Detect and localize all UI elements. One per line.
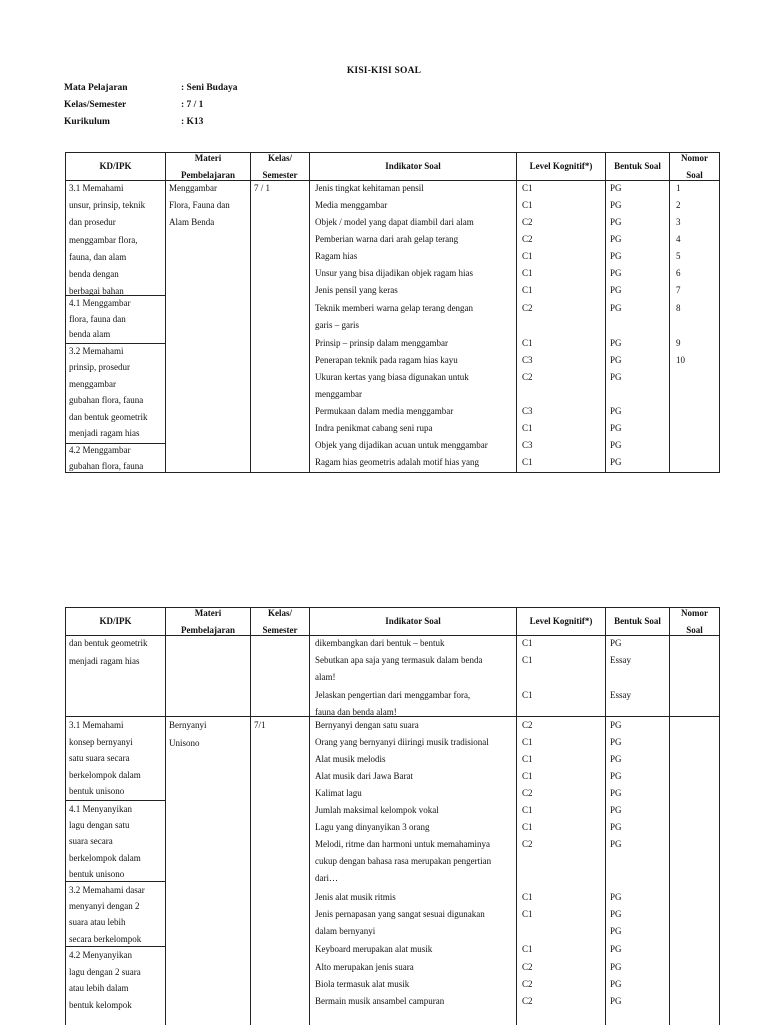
meta-value: : K13 [181,117,204,127]
table-row [66,369,719,403]
table-row [66,403,719,420]
kisi-table-2 [65,607,720,1025]
level-cell: C1 [522,423,533,433]
document-title: KISI-KISI SOAL [346,66,422,76]
bentuk-cell: PG [610,737,622,747]
table-row [66,751,719,768]
bentuk-cell: PG [610,217,622,227]
indikator-cell: Lagu yang dinyanyikan 3 orang [315,822,430,832]
indikator-cell: Orang yang bernyanyi diiringi musik tradisional [315,737,489,747]
meta-value: : Seni Budaya [181,83,238,93]
indikator-cell: Pemberian warna dari arah gelap terang [315,234,459,244]
table-row [66,352,719,369]
level-cell: C1 [522,690,533,700]
level-cell: C1 [522,805,533,815]
table-row [66,231,719,248]
kd-cell: 4.1 Menyanyikan lagu dengan satu suara secara berkelompok dalam bentuk unisono [69,804,141,879]
level-cell: C2 [522,979,533,989]
level-cell: C1 [522,285,533,295]
level-cell: C1 [522,771,533,781]
level-cell: C1 [522,183,533,193]
indikator-cell: Objek yang dijadikan acuan untuk menggambar [315,440,488,450]
bentuk-cell: PG [610,183,622,193]
level-cell: C1 [522,457,533,467]
nomor-cell: 1 [676,183,681,193]
nomor-cell: 6 [676,268,681,278]
kelas-cell: 7/1 [254,720,266,730]
indikator-cell: Alat musik melodis [315,754,386,764]
header-nomor: Nomor Soal [681,152,708,180]
table-row [66,265,719,282]
indikator-cell: Ragam hias geometris adalah motif hias yang [315,457,479,467]
table-row [66,214,719,231]
bentuk-cell: PG [610,355,622,365]
bentuk-cell: PG [610,788,622,798]
indikator-cell: Alat musik dari Jawa Barat [315,771,413,781]
indikator-cell: Objek / model yang dapat diambil dari alam [315,217,474,227]
table-header [66,608,719,636]
bentuk-cell: PG [610,423,622,433]
kd-cell: 3.2 Memahami prinsip, prosedur menggambar gubahan flora, fauna dan bentuk geometrik menjadi ragam hias [69,346,148,439]
indikator-cell: Keyboard merupakan alat musik [315,944,433,954]
bentuk-cell: PG [610,638,622,648]
table-row [66,976,719,993]
header-indikator: Indikator Soal [310,153,517,180]
indikator-cell: Penerapan teknik pada ragam hias kayu [315,355,458,365]
table-row [66,802,719,819]
level-cell: C1 [522,909,533,919]
kelas-cell: 7 / 1 [254,183,271,193]
level-cell: C2 [522,372,533,382]
table-header [66,153,719,181]
level-cell: C1 [522,737,533,747]
nomor-cell: 7 [676,285,681,295]
table-row [66,299,719,333]
materi-cell: Menggambar Flora, Fauna dan Alam Benda [169,183,230,228]
meta-label: Kelas/Semester [64,100,127,110]
table-row [66,420,719,437]
table-row [66,889,719,906]
indikator-cell: Permukaan dalam media menggambar [315,406,454,416]
bentuk-cell: PG [610,805,622,815]
header-level: Level Kognitif*) [517,153,606,180]
indikator-cell: Melodi, ritme dan harmoni untuk memahaminya cukup dengan bahasa rasa merupakan pengertian dari… [315,839,492,884]
bentuk-cell: PG [610,720,622,730]
table-row [66,335,719,352]
level-cell: C1 [522,822,533,832]
level-cell: C3 [522,406,533,416]
bentuk-cell: PG [610,962,622,972]
level-cell: C2 [522,217,533,227]
table-row [66,993,719,1010]
nomor-cell: 8 [676,303,681,313]
level-cell: C2 [522,234,533,244]
nomor-cell: 3 [676,217,681,227]
indikator-cell: Ragam hias [315,251,358,261]
bentuk-cell: PG [610,457,622,467]
kd-cell: 3.2 Memahami dasar menyanyi dengan 2 suara atau lebih secara berkelompok [69,885,145,944]
bentuk-cell: PG [610,944,622,954]
kd-cell: 4.2 Menyanyikan lagu dengan 2 suara atau lebih dalam bentuk kelompok [69,950,141,1010]
bentuk-cell: PG [610,268,622,278]
meta-value: : 7 / 1 [181,100,204,110]
bentuk-cell: PG [610,771,622,781]
bentuk-cell: PG [610,440,622,450]
nomor-cell: 4 [676,234,681,244]
table-row [66,454,719,471]
indikator-cell: Jenis pensil yang keras [315,285,398,295]
table-row [66,959,719,976]
indikator-cell: Bernyanyi dengan satu suara [315,720,419,730]
bentuk-cell: PG [610,979,622,989]
level-cell: C1 [522,638,533,648]
level-cell: C2 [522,839,533,849]
bentuk-cell: PG [610,200,622,210]
kd-cell: dan bentuk geometrik menjadi ragam hias [69,638,148,666]
table-row [66,717,719,734]
table-row [66,687,719,721]
table-row [66,836,719,889]
bentuk-cell: Essay [610,690,631,700]
meta-label: Kurikulum [64,117,110,127]
bentuk-cell: PG [610,234,622,244]
level-cell: C2 [522,962,533,972]
level-cell: C1 [522,944,533,954]
level-cell: C1 [522,655,533,665]
bentuk-cell: PG [610,839,622,849]
kd-cell: 4.2 Menggambar gubahan flora, fauna [69,445,144,471]
kisi-table-1 [65,152,720,473]
table-row [66,819,719,836]
indikator-cell: Teknik memberi warna gelap terang dengan garis – garis [315,303,474,331]
table-row [66,437,719,454]
table-row [66,785,719,802]
header-materi: Materi Pembelajaran [166,153,251,180]
table-row [66,941,719,958]
level-cell: C1 [522,200,533,210]
bentuk-cell: PG [610,251,622,261]
indikator-cell: Prinsip – prinsip dalam menggambar [315,338,448,348]
header-kd: KD/IPK [66,153,166,180]
level-cell: C1 [522,754,533,764]
level-cell: C1 [522,338,533,348]
table-row [66,248,719,265]
header-bentuk: Bentuk Soal [606,608,670,635]
indikator-cell: Ukuran kertas yang biasa digunakan untuk menggambar [315,372,469,400]
header-kelas: Kelas/ Semester [251,153,310,180]
level-cell: C2 [522,303,533,313]
level-cell: C3 [522,355,533,365]
bentuk-cell: PG [610,285,622,295]
nomor-cell: 2 [676,200,681,210]
header-bentuk: Bentuk Soal [606,153,670,180]
table-row [66,282,719,299]
level-cell: C1 [522,268,533,278]
level-cell: C1 [522,892,533,902]
level-cell: C2 [522,788,533,798]
indikator-cell: Alto merupakan jenis suara [315,962,414,972]
table-row [66,197,719,214]
nomor-cell: 10 [676,355,685,365]
indikator-cell: Kalimat lagu [315,788,362,798]
level-cell: C2 [522,996,533,1006]
level-cell: C2 [522,720,533,730]
indikator-cell: Jenis pernapasan yang sangat sesuai digunakan dalam bernyanyi [315,909,485,937]
bentuk-cell: PG [610,754,622,764]
bentuk-cell: PG [610,303,622,313]
bentuk-cell: PG [610,406,622,416]
header-kelas: Kelas/ Semester [251,608,310,635]
indikator-cell: Jumlah maksimal kelompok vokal [315,805,439,815]
level-cell: C3 [522,440,533,450]
table-row [66,652,719,686]
bentuk-cell: PG [610,892,622,902]
indikator-cell: Media menggambar [315,200,388,210]
indikator-cell: Indra penikmat cabang seni rupa [315,423,433,433]
table-row [66,635,719,652]
indikator-cell: Biola termasuk alat musik [315,979,410,989]
bentuk-cell: Essay [610,655,631,665]
indikator-cell: Unsur yang bisa dijadikan objek ragam hias [315,268,473,278]
materi-cell: Bernyanyi Unisono [169,720,207,748]
kd-cell: 3.1 Memahami unsur, prinsip, teknik dan prosedur menggambar flora, fauna, dan alam benda dengan berbagai bahan [69,183,146,296]
bentuk-cell: PG [610,822,622,832]
indikator-cell: Bermain musik ansambel campuran [315,996,445,1006]
meta-label: Mata Pelajaran [64,83,128,93]
indikator-cell: dikembangkan dari bentuk – bentuk [315,638,445,648]
header-level: Level Kognitif*) [517,608,606,635]
table-row [66,180,719,197]
header-indikator: Indikator Soal [310,608,517,635]
indikator-cell: Sebutkan apa saja yang termasuk dalam benda alam! [315,655,483,683]
table-row [66,906,719,940]
bentuk-cell: PG [610,996,622,1006]
header-nomor: Nomor Soal [681,607,708,635]
kd-cell: 4.1 Menggambar flora, fauna dan benda alam [69,298,131,339]
nomor-cell: 9 [676,338,681,348]
indikator-cell: Jenis tingkat kehitaman pensil [315,183,424,193]
kd-cell: 3.1 Memahami konsep bernyanyi satu suara secara berkelompok dalam bentuk unisono [69,720,141,797]
bentuk-cell: PG [610,338,622,348]
bentuk-cell: PG [610,372,622,382]
indikator-cell: Jelaskan pengertian dari menggambar fora, fauna dan benda alam! [315,690,471,718]
table-row [66,734,719,751]
nomor-cell: 5 [676,251,681,261]
header-materi: Materi Pembelajaran [166,608,251,635]
header-kd: KD/IPK [66,608,166,635]
indikator-cell: Jenis alat musik ritmis [315,892,396,902]
bentuk-cell: PG PG [610,909,622,937]
table-row [66,768,719,785]
level-cell: C1 [522,251,533,261]
